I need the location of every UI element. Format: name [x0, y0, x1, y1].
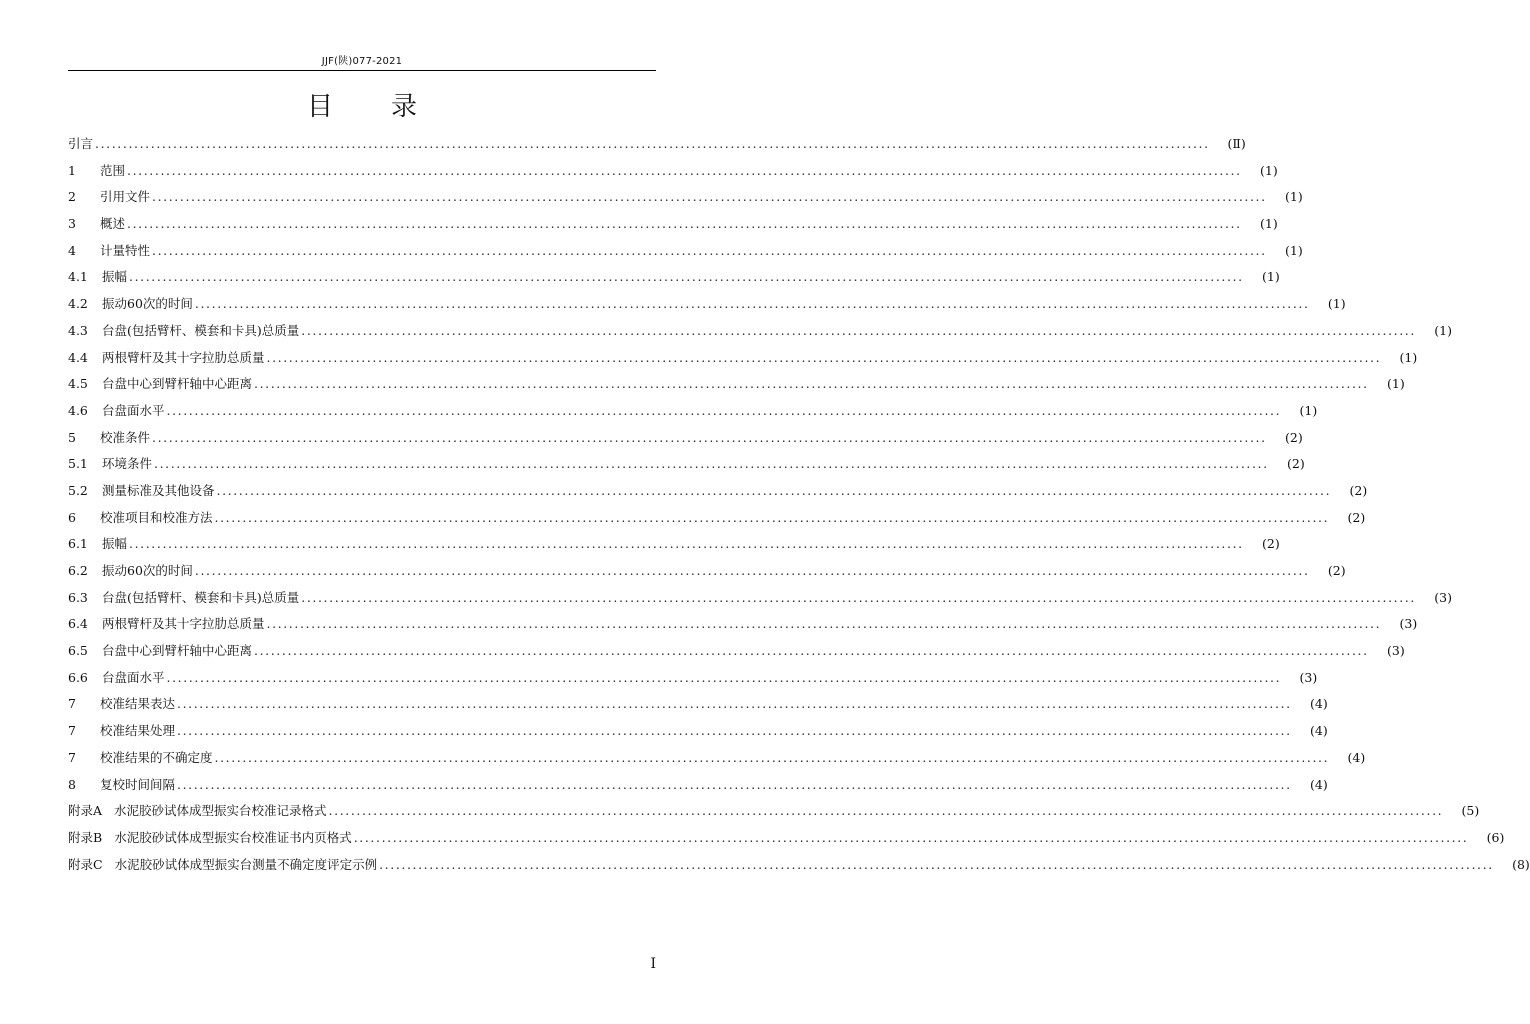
toc-entry-number: 4 [68, 242, 76, 258]
toc-entry-page: (8) [1512, 856, 1530, 872]
toc-entry-label: 引言 [68, 136, 94, 151]
toc-leader-dots: ........................................................................................................................................................................................................ [379, 856, 1494, 872]
toc-entry [68, 855, 1530, 882]
toc-entry [68, 641, 1405, 668]
toc-leader-dots: ........................................................................................................................................................................................................ [266, 616, 1382, 632]
toc-entry [68, 348, 1418, 375]
toc-entry-number: 6.1 [68, 536, 88, 552]
toc-leader-dots: ........................................................................................................................................................................................................ [266, 349, 1382, 365]
toc-entry-number: 4.1 [68, 269, 88, 285]
toc-entry [68, 481, 1368, 508]
toc-leader-dots: ........................................................................................................................................................................................................ [353, 829, 1469, 845]
toc-entry [68, 508, 1366, 535]
toc-entry-label: 测量标准及其他设备 [102, 482, 215, 498]
toc-entry-number: 4.3 [68, 322, 88, 338]
header-rule [68, 70, 656, 71]
toc-entry [68, 161, 1278, 188]
toc-entry-page: (2) [1261, 536, 1280, 552]
toc-entry-label: 校准结果处理 [100, 723, 176, 739]
toc-entry-page: (2) [1347, 509, 1366, 525]
toc-entry-page: (1) [1284, 242, 1303, 258]
toc-entry-page: (Ⅱ) [1227, 136, 1246, 151]
toc-entry-page: (3) [1299, 669, 1318, 685]
toc-entry-number: 5.1 [68, 456, 88, 472]
toc-leader-dots: ........................................................................................................................................................................................................ [216, 482, 1332, 498]
toc-entry-number: 2 [68, 189, 76, 205]
toc-entry-page: (1) [1299, 402, 1318, 418]
toc-entry-label: 振动60次的时间 [102, 563, 193, 578]
toc-entry-number: 6.4 [68, 616, 88, 632]
toc-entry-page: (2) [1349, 482, 1368, 498]
toc-entry-page: (1) [1261, 269, 1280, 285]
toc-leader-dots: ........................................................................................................................................................................................................ [177, 723, 1292, 739]
toc-entry-number: 4.2 [68, 296, 88, 312]
toc-entry [68, 748, 1366, 775]
toc-entry-number: 5 [68, 429, 76, 445]
toc-entry-number: 附录C [68, 856, 103, 872]
toc-entry-number: 8 [68, 776, 76, 792]
toc-leader-dots: ........................................................................................................................................................................................................ [194, 563, 1310, 578]
toc-leader-dots: ........................................................................................................................................................................................................ [177, 776, 1292, 792]
toc-entry-number: 4.6 [68, 402, 88, 418]
toc-entry-page: (3) [1434, 589, 1452, 605]
toc-leader-dots: ........................................................................................................................................................................................................ [127, 162, 1242, 178]
table-of-contents [68, 134, 1530, 881]
toc-entry-page: (1) [1399, 349, 1418, 365]
toc-entry-number: 1 [68, 162, 76, 178]
toc-entry-page: (1) [1434, 322, 1452, 338]
toc-entry-number: 附录B [68, 829, 103, 845]
toc-entry-number: 附录A [68, 803, 103, 819]
toc-entry-label: 复校时间间隔 [100, 776, 176, 792]
toc-entry [68, 828, 1505, 855]
toc-entry-number: 6.5 [68, 643, 88, 659]
toc-entry-number: 7 [68, 723, 76, 739]
toc-leader-dots: ........................................................................................................................................................................................................ [214, 509, 1330, 525]
toc-leader-dots: ........................................................................................................................................................................................................ [95, 136, 1210, 151]
toc-entry-number: 6.6 [68, 669, 88, 685]
toc-entry-page: (5) [1461, 803, 1480, 819]
toc-entry-page: (4) [1347, 749, 1366, 765]
toc-leader-dots: ........................................................................................................................................................................................................ [152, 242, 1267, 258]
toc-entry-label: 台盘(包括臂杆、模套和卡具)总质量 [102, 322, 300, 338]
toc-entry-label: 引用文件 [100, 189, 151, 205]
toc-entry-number: 7 [68, 696, 76, 712]
toc-entry [68, 668, 1318, 695]
toc-entry-label: 水泥胶砂试体成型振实台测量不确定度评定示例 [114, 856, 378, 872]
toc-leader-dots: ........................................................................................................................................................................................................ [129, 536, 1244, 552]
toc-entry-number: 7 [68, 749, 76, 765]
toc-leader-dots: ........................................................................................................................................................................................................ [166, 669, 1282, 685]
toc-entry [68, 454, 1305, 481]
toc-entry-number: 4.5 [68, 376, 88, 392]
toc-entry [68, 721, 1328, 748]
toc-entry-label: 振幅 [102, 536, 128, 552]
toc-entry [68, 534, 1280, 561]
toc-entry [68, 801, 1480, 828]
toc-entry-label: 校准条件 [100, 429, 151, 445]
toc-leader-dots: ........................................................................................................................................................................................................ [301, 589, 1416, 605]
toc-entry [68, 214, 1278, 241]
toc-leader-dots: ........................................................................................................................................................................................................ [328, 803, 1444, 819]
toc-entry-label: 台盘面水平 [102, 402, 165, 418]
toc-leader-dots: ........................................................................................................................................................................................................ [254, 643, 1369, 659]
toc-entry [68, 588, 1452, 615]
toc-entry-page: (2) [1327, 563, 1346, 578]
toc-entry-page: (4) [1309, 696, 1328, 712]
toc-entry [68, 267, 1280, 294]
toc-entry-page: (2) [1286, 456, 1305, 472]
toc-leader-dots: ........................................................................................................................................................................................................ [154, 456, 1269, 472]
toc-entry-page: (6) [1486, 829, 1505, 845]
toc-entry-page: (4) [1309, 723, 1328, 739]
toc-entry-number: 6.3 [68, 589, 88, 605]
toc-entry-number: 6 [68, 509, 76, 525]
toc-entry-label: 计量特性 [100, 242, 151, 258]
toc-entry-label: 振幅 [102, 269, 128, 285]
document-code-header: JJF(陕)077-2021 [321, 56, 403, 67]
toc-entry-label: 台盘(包括臂杆、模套和卡具)总质量 [102, 589, 300, 605]
toc-entry-page: (3) [1399, 616, 1418, 632]
toc-leader-dots: ........................................................................................................................................................................................................ [166, 402, 1282, 418]
toc-entry-page: (2) [1284, 429, 1303, 445]
toc-entry [68, 428, 1303, 455]
toc-entry-label: 台盘面水平 [102, 669, 165, 685]
toc-entry [68, 134, 1246, 161]
page-title: 目录 [306, 92, 475, 122]
toc-leader-dots: ........................................................................................................................................................................................................ [152, 189, 1267, 205]
toc-leader-dots: ........................................................................................................................................................................................................ [152, 429, 1267, 445]
toc-leader-dots: ........................................................................................................................................................................................................ [254, 376, 1369, 392]
toc-entry-label: 水泥胶砂试体成型振实台校准记录格式 [114, 803, 327, 819]
toc-leader-dots: ........................................................................................................................................................................................................ [129, 269, 1244, 285]
toc-entry [68, 374, 1405, 401]
toc-entry-label: 水泥胶砂试体成型振实台校准证书内页格式 [114, 829, 352, 845]
toc-entry-label: 范围 [100, 162, 126, 178]
toc-leader-dots: ........................................................................................................................................................................................................ [301, 322, 1416, 338]
toc-entry [68, 401, 1318, 428]
toc-entry [68, 241, 1303, 268]
toc-leader-dots: ........................................................................................................................................................................................................ [127, 216, 1242, 232]
toc-entry-label: 校准结果表达 [100, 696, 176, 712]
toc-entry-label: 两根臂杆及其十字拉肋总质量 [102, 349, 265, 365]
toc-leader-dots: ........................................................................................................................................................................................................ [177, 696, 1292, 712]
toc-entry-label: 环境条件 [102, 456, 153, 472]
toc-entry [68, 614, 1418, 641]
toc-leader-dots: ........................................................................................................................................................................................................ [214, 749, 1330, 765]
toc-entry-label: 台盘中心到臂杆轴中心距离 [102, 643, 253, 659]
page-folio: I [650, 956, 656, 972]
toc-entry [68, 294, 1346, 321]
toc-entry [68, 561, 1346, 588]
toc-entry [68, 775, 1328, 802]
toc-entry-label: 校准项目和校准方法 [100, 509, 213, 525]
toc-entry-label: 振动60次的时间 [102, 296, 193, 312]
toc-entry-page: (1) [1259, 216, 1278, 232]
toc-entry-page: (4) [1309, 776, 1328, 792]
toc-entry-label: 校准结果的不确定度 [100, 749, 213, 765]
toc-entry [68, 187, 1303, 214]
toc-entry-page: (1) [1386, 376, 1405, 392]
toc-entry [68, 694, 1328, 721]
toc-entry [68, 321, 1452, 348]
toc-entry-label: 两根臂杆及其十字拉肋总质量 [102, 616, 265, 632]
toc-entry-label: 概述 [100, 216, 126, 232]
toc-leader-dots: ........................................................................................................................................................................................................ [194, 296, 1310, 312]
toc-entry-number: 5.2 [68, 482, 88, 498]
toc-entry-page: (1) [1284, 189, 1303, 205]
toc-entry-page: (3) [1386, 643, 1405, 659]
toc-entry-number: 3 [68, 216, 76, 232]
toc-entry-number: 6.2 [68, 563, 88, 578]
toc-entry-page: (1) [1259, 162, 1278, 178]
toc-entry-label: 台盘中心到臂杆轴中心距离 [102, 376, 253, 392]
toc-entry-number: 4.4 [68, 349, 88, 365]
toc-entry-page: (1) [1327, 296, 1346, 312]
